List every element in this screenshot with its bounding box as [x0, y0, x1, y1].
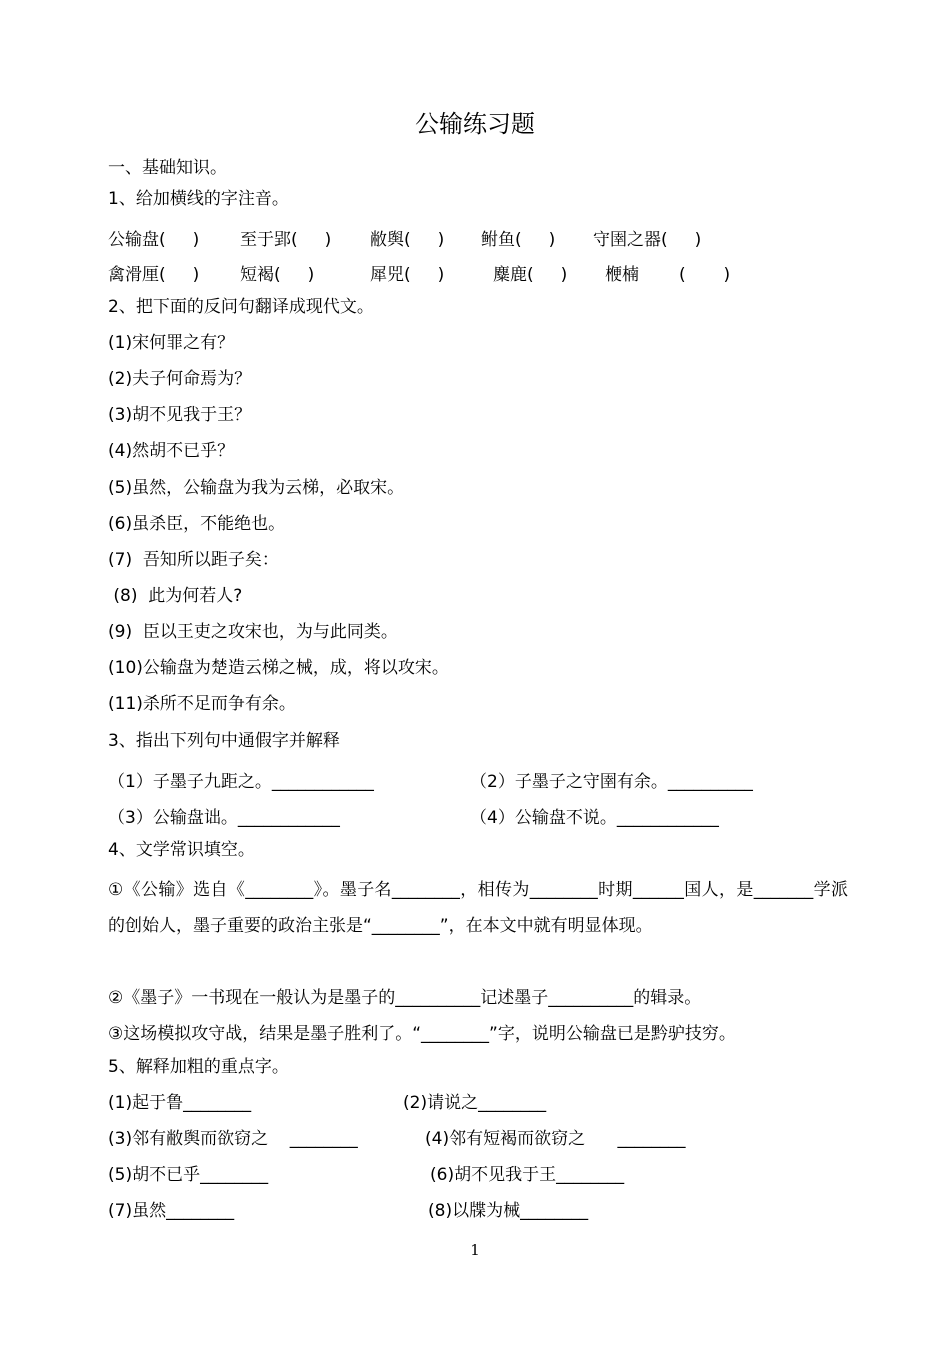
pinyin-item: 公输盘( ) [108, 230, 200, 250]
translation-item: (6)虽杀臣，不能绝也。 [108, 514, 286, 534]
pinyin-item: ( ) [679, 265, 731, 285]
explain-item: (8)以牒为械________ [428, 1201, 589, 1221]
pinyin-item: 守圉之器( ) [593, 230, 702, 250]
pinyin-item: 敝舆( ) [370, 230, 445, 250]
explain-item: (3)邻有敝舆而欲窃之 ________ [108, 1129, 358, 1149]
page-number: 1 [470, 1241, 480, 1259]
translation-item: (9) 臣以王吏之攻宋也，为与此同类。 [108, 622, 398, 642]
tongjia-item: （2）子墨子之守圉有余。__________ [470, 772, 753, 792]
section-4-header: 4、文学常识填空。 [108, 840, 255, 860]
explain-item: (4)邻有短褐而欲窃之 ________ [425, 1129, 686, 1149]
question-1: 1、给加横线的字注音。 [108, 189, 289, 209]
literature-paragraph-1: ①《公输》选自《________》。墨子名________，相传为________时期______国人，是_______学派的创始人，墨子重要的政治主张是“________”，在本文中就有明显体现。 [108, 880, 848, 936]
section-5-header: 5、解释加粗的重点字。 [108, 1057, 289, 1077]
explain-item: (6)胡不见我于王________ [430, 1165, 625, 1185]
tongjia-item: （4）公输盘不说。____________ [470, 808, 719, 828]
pinyin-item: 麋鹿( ) [493, 265, 568, 285]
explain-item: (5)胡不已乎________ [108, 1165, 269, 1185]
pinyin-item: 楩楠 [605, 265, 639, 285]
section-2-header: 2、把下面的反问句翻译成现代文。 [108, 297, 374, 317]
pinyin-item: 犀兕( ) [370, 265, 445, 285]
translation-item: (10)公输盘为楚造云梯之械，成，将以攻宋。 [108, 658, 449, 678]
translation-item: (3)胡不见我于王？ [108, 405, 252, 425]
translation-item: (5)虽然，公输盘为我为云梯，必取宋。 [108, 478, 405, 498]
section-3-header: 3、指出下列句中通假字并解释 [108, 731, 340, 751]
page-title: 公输练习题 [415, 110, 535, 138]
tongjia-item: （1）子墨子九距之。____________ [108, 772, 374, 792]
tongjia-item: （3）公输盘诎。____________ [108, 808, 340, 828]
pinyin-item: 禽滑厘( ) [108, 265, 200, 285]
translation-item: (1)宋何罪之有？ [108, 333, 235, 353]
translation-item: (4)然胡不已乎？ [108, 441, 235, 461]
explain-item: (7)虽然________ [108, 1201, 235, 1221]
translation-item: (2)夫子何命焉为？ [108, 369, 252, 389]
translation-item: (11)杀所不足而争有余。 [108, 694, 296, 714]
literature-paragraph-2: ②《墨子》一书现在一般认为是墨子的__________记述墨子__________的辑录。 [108, 988, 702, 1008]
translation-item: (7) 吾知所以距子矣： [108, 550, 279, 570]
section-1-header: 一、基础知识。 [108, 158, 227, 178]
pinyin-item: 短褐( ) [240, 265, 315, 285]
pinyin-item: 至于郢( ) [240, 230, 332, 250]
literature-paragraph-3: ③这场模拟攻守战，结果是墨子胜利了。“________”字，说明公输盘已是黔驴技穷。 [108, 1024, 736, 1044]
explain-item: (2)请说之________ [403, 1093, 547, 1113]
translation-item: (8) 此为何若人? [108, 586, 243, 606]
pinyin-item: 鲋鱼( ) [481, 230, 556, 250]
explain-item: (1)起于鲁________ [108, 1093, 252, 1113]
